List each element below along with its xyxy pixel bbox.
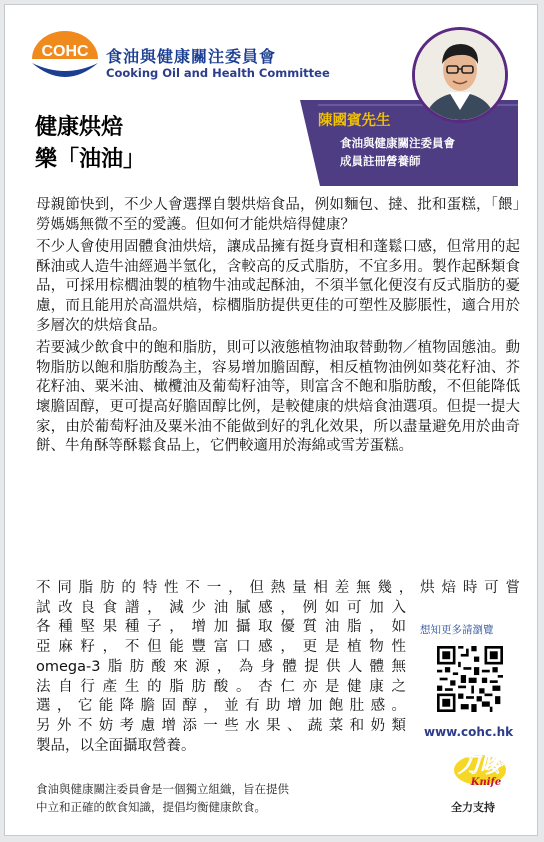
author-role-line-1: 食油與健康關注委員會 xyxy=(340,136,455,150)
author-photo xyxy=(412,27,508,123)
knife-brand-logo xyxy=(446,742,514,792)
organization-name-zh: 食油與健康關注委員會 xyxy=(106,47,277,66)
author-name: 陳國賓先生 xyxy=(318,113,391,129)
more-info-label: 想知更多請瀏覽 xyxy=(420,624,494,636)
paragraph-4-line: 不同脂肪的特性不一，但熱量相差無幾，烘焙時可嘗 xyxy=(36,580,520,596)
svg-text:刀嘜: 刀嘜 xyxy=(457,753,503,778)
logo-text: COHC xyxy=(41,43,89,60)
paragraph-2: 不少人會使用固體食油烘焙，讓成品擁有挺身賣相和蓬鬆口感，但常用的起酥油或人造牛油經過半氫化，含較高的反式脂肪，不宜多用。製作起酥類食品，可採用棕櫚油製的植物牛油或起酥油，不須半氫化便沒有反式脂肪的憂慮，而且能用於高溫烘焙，棕櫚脂肪提供更佳的可塑性及膨脹性，適合用於多層次的烘焙食品。 xyxy=(36,239,520,334)
paragraph-1: 母親節快到，不少人會選擇自製烘焙食品，例如麵包、撻、批和蛋糕，「餵」勞媽媽無微不至的愛護。但如何才能烘焙得健康？ xyxy=(36,197,520,233)
author-role-line-2: 成員註冊營養師 xyxy=(340,154,421,168)
paragraph-4-line: 選，它能降膽固醇，並有助增加飽肚感。 xyxy=(36,698,406,715)
paragraph-4-line: 製品，以全面攝取營養。 xyxy=(36,737,196,754)
support-label: 全力支持 xyxy=(451,801,495,814)
paragraph-4-line: 亞麻籽，不但能豐富口感，更是植物性 xyxy=(36,639,406,656)
article-body xyxy=(36,196,520,460)
title-line-2: 樂「油油」 xyxy=(35,147,146,172)
title-line-1: 健康烘焙 xyxy=(35,115,124,140)
paragraph-4-line: 法自行產生的脂肪酸。杏仁亦是健康之 xyxy=(36,678,406,695)
paragraph-3: 若要減少飲食中的飽和脂肪，則可以液態植物油取替動物／植物固態油。動物脂肪以飽和脂肪酸為主，容易增加膽固醇，相反植物油例如葵花籽油、芥花籽油、粟米油、橄欖油及葡萄籽油等，則富含不飽和脂肪酸，不但能降低壞膽固醇，更可提高好膽固醇比例，是較健康的烘焙食油選項。但提一提大家，由於葡萄籽油及粟米油不能做到好的乳化效果，所以盡量避免用於曲奇餅、牛角酥等酥鬆食品上，它們較適用於海綿或雪芳蛋糕。 xyxy=(36,340,520,455)
paragraph-4-line: 各種堅果種子，增加攝取優質油脂，如 xyxy=(36,619,406,636)
footer-line-2: 中立和正確的飲食知識，提倡均衡健康飲食。 xyxy=(36,800,266,814)
qr-code[interactable] xyxy=(437,646,503,712)
svg-text:Knife: Knife xyxy=(470,777,502,788)
website-link[interactable]: www.cohc.hk xyxy=(424,725,514,739)
paragraph-4-line: 試改良食譜，減少油膩感，例如可加入 xyxy=(36,599,406,616)
paragraph-4-line: omega-3脂肪酸來源，為身體提供人體無 xyxy=(36,658,406,675)
paragraph-4-line: 另外不妨考慮增添一些水果、蔬菜和奶類 xyxy=(36,717,406,734)
footer-note xyxy=(36,780,289,816)
footer-line-1: 食油與健康關注委員會是一個獨立組織，旨在提供 xyxy=(36,782,289,796)
organization-name-en: Cooking Oil and Health Committee xyxy=(106,66,330,80)
